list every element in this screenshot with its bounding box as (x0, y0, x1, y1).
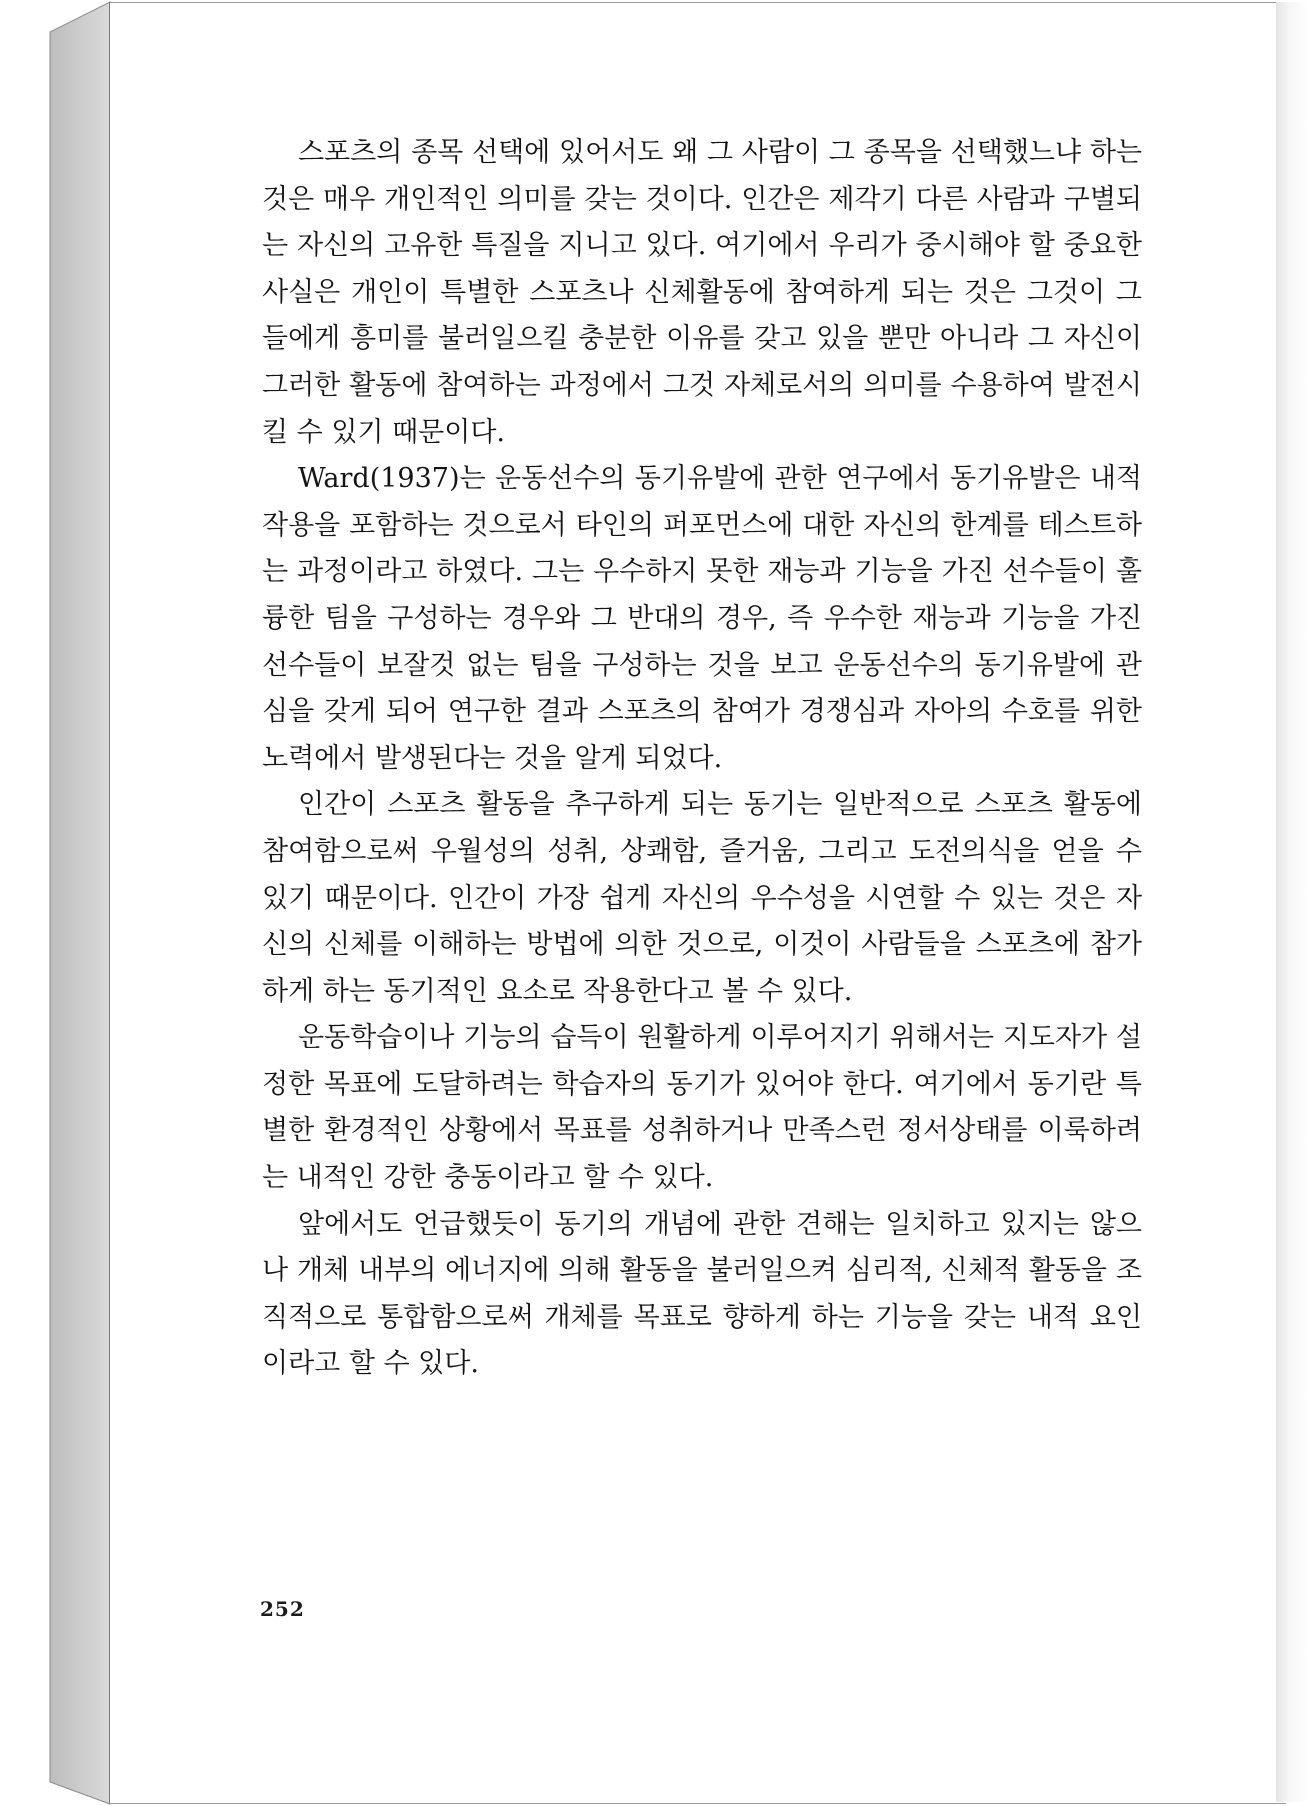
paragraph: Ward(1937)는 운동선수의 동기유발에 관한 연구에서 동기유발은 내적 작용을 포함하는 것으로서 타인의 퍼포먼스에 대한 자신의 한계를 테스트하는 과정이라고 하였다. 그는 우수하지 못한 재능과 기능을 가진 선수들이 훌륭한 팀을 구성하는 경우와 그 반대의 경우, 즉 우수한 재능과 기능을 가진 선수들이 보잘것 없는 팀을 구성하는 것을 보고 운동선수의 동기유발에 관심을 갖게 되어 연구한 결과 스포츠의 참여가 경쟁심과 자아의 수호를 위한 노력에서 발생된다는 것을 알게 되었다. (262, 463, 1142, 774)
paragraph: 인간이 스포츠 활동을 추구하게 되는 동기는 일반적으로 스포츠 활동에 참여함으로써 우월성의 성취, 상쾌함, 즐거움, 그리고 도전의식을 얻을 수 있기 때문이다. 인간이 가장 쉽게 자신의 우수성을 시연할 수 있는 것은 자신의 신체를 이해하는 방법에 의한 것으로, 이것이 사람들을 스포츠에 참가하게 하는 동기적인 요소로 작용한다고 볼 수 있다. (262, 789, 1142, 1007)
page-number: 252 (260, 1597, 305, 1621)
page-edge-shadow (1276, 2, 1309, 1802)
paragraph: 스포츠의 종목 선택에 있어서도 왜 그 사람이 그 종목을 선택했느냐 하는 것은 매우 개인적인 의미를 갖는 것이다. 인간은 제각기 다른 사람과 구별되는 자신의 고유한 특질을 지니고 있다. 여기에서 우리가 중시해야 할 중요한 사실은 개인이 특별한 스포츠나 신체활동에 참여하게 되는 것은 그것이 그들에게 흥미를 불러일으킬 충분한 이유를 갖고 있을 뿐만 아니라 그 자신이 그러한 활동에 참여하는 과정에서 그것 자체로서의 의미를 수용하여 발전시킬 수 있기 때문이다. (262, 137, 1142, 448)
paragraph: 운동학습이나 기능의 습득이 원활하게 이루어지기 위해서는 지도자가 설정한 목표에 도달하려는 학습자의 동기가 있어야 한다. 여기에서 동기란 특별한 환경적인 상황에서 목표를 성취하거나 만족스런 정서상태를 이룩하려는 내적인 강한 충동이라고 할 수 있다. (262, 1022, 1142, 1194)
paragraph: 앞에서도 언급했듯이 동기의 개념에 관한 견해는 일치하고 있지는 않으나 개체 내부의 에너지에 의해 활동을 불러일으켜 심리적, 신체적 활동을 조직적으로 통합함으로써 개체를 목표로 향하게 하는 기능을 갖는 내적 요인이라고 할 수 있다. (262, 1208, 1142, 1380)
book-spine (0, 0, 112, 1806)
body-text (262, 130, 1142, 1388)
